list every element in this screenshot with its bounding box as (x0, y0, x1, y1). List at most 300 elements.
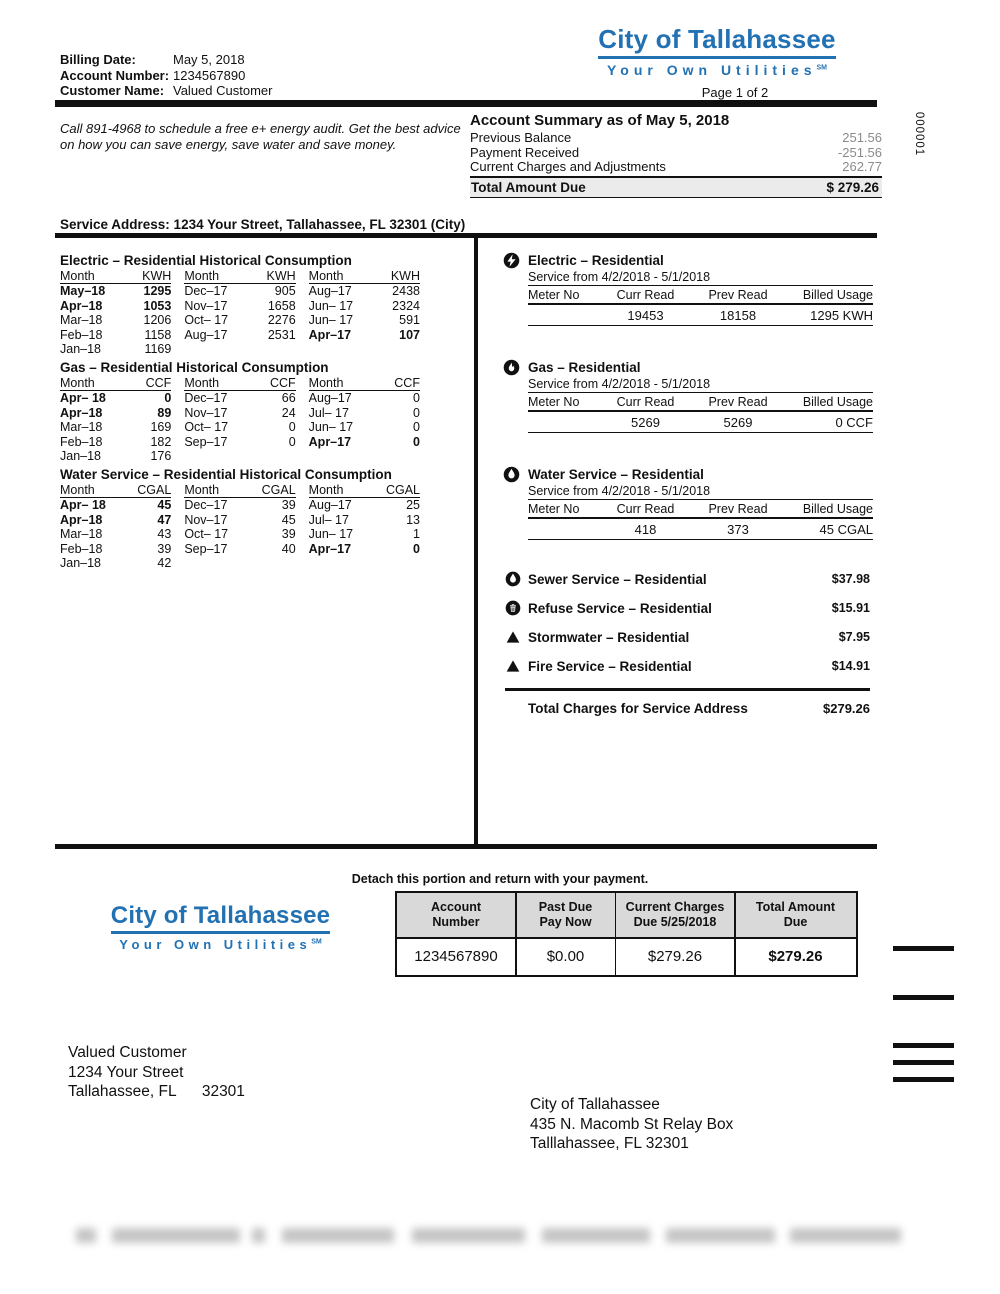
history-row (184, 513, 295, 528)
mail-mark (893, 1060, 954, 1065)
history-value: 13 (406, 512, 420, 527)
history-value: 1206 (143, 313, 172, 327)
history-value: 0 (288, 434, 296, 449)
meter-col-value: 373 (727, 522, 749, 537)
history-month: Nov–17 (184, 405, 228, 420)
meter-body (528, 270, 873, 326)
history-month: Oct– 17 (184, 313, 229, 327)
detach-logo-title: City of Tallahassee (111, 902, 330, 934)
payment-table-header: Total Amount Due (736, 893, 856, 937)
charge-line (505, 599, 870, 617)
history-row (60, 299, 171, 314)
history-month: Jun– 17 (308, 313, 354, 327)
meter-col-value: 0 CCF (835, 415, 873, 430)
history-month: Jan–18 (60, 449, 102, 463)
meter-table-headers (528, 286, 873, 305)
customer-mailing-address (68, 1043, 245, 1102)
history-row (60, 435, 171, 450)
logo-sm-mark: SM (816, 64, 828, 72)
history-value: 39 (157, 541, 172, 556)
history-month: Mar–18 (60, 313, 103, 327)
meter-col-value: 45 CGAL (819, 522, 873, 537)
meter-section-header (503, 466, 873, 483)
payment-table-header: Current Charges Due 5/25/2018 (616, 893, 734, 937)
history-unit-header: CGAL (137, 483, 172, 497)
redacted-footer-block (790, 1228, 901, 1243)
history-month-header: Month (184, 483, 220, 497)
history-row (309, 391, 420, 406)
meter-col-value: 5269 (723, 415, 753, 430)
meter-body (528, 484, 873, 540)
history-month-header: Month (60, 376, 95, 390)
history-value: 182 (150, 434, 172, 449)
redacted-footer-block (252, 1228, 265, 1243)
electric-meter-section (503, 252, 873, 326)
meter-col-value: 5269 (631, 415, 660, 430)
meter-col-value: 19453 (627, 308, 664, 323)
summary-row (470, 160, 882, 175)
history-month: Oct– 17 (184, 527, 229, 541)
mail-mark (893, 995, 954, 1000)
logo-tagline-text: Your Own Utilities (606, 62, 817, 78)
history-column (184, 269, 295, 357)
history-value: 1295 (143, 284, 172, 298)
triangle-icon (505, 658, 528, 674)
history-column (184, 376, 295, 464)
history-value: 47 (157, 512, 172, 527)
history-value: 89 (157, 405, 172, 420)
history-month: Nov–17 (184, 512, 228, 527)
history-value: 1158 (144, 327, 172, 342)
redacted-footer-block (76, 1228, 96, 1243)
meter-section-header (503, 359, 873, 376)
account-number-label: Account Number: (60, 67, 170, 83)
history-value: 45 (281, 512, 296, 527)
history-row (309, 527, 420, 542)
history-row (309, 284, 420, 299)
meter-col-header: Meter No (528, 288, 580, 302)
history-row (309, 542, 420, 557)
meter-col-header: Prev Read (708, 288, 768, 302)
payment-table-value: $0.00 (517, 939, 615, 975)
service-period: Service from 4/2/2018 - 5/1/2018 (528, 484, 873, 500)
flame-circle-icon (503, 359, 520, 376)
history-month: May–18 (60, 284, 106, 298)
history-month: Aug–17 (308, 284, 352, 298)
summary-row-label: Payment Received (470, 144, 580, 160)
history-value: 2324 (392, 298, 420, 313)
meter-table-values (528, 412, 873, 433)
summary-row-label: Current Charges and Adjustments (470, 159, 666, 174)
history-month-header: Month (308, 483, 344, 497)
history-row (309, 313, 420, 328)
history-month: Dec–17 (184, 391, 228, 405)
lightning-circle-icon (503, 252, 520, 269)
summary-row-label: Previous Balance (470, 130, 572, 145)
history-row (184, 406, 295, 421)
history-month: Apr– 18 (60, 391, 106, 405)
customer-name-value: Valued Customer (173, 83, 273, 98)
history-value: 1 (413, 527, 420, 541)
address-line: City of Tallahassee (530, 1096, 660, 1113)
history-table-title: Gas – Residential Historical Consumption (60, 360, 329, 375)
meter-col-header: Billed Usage (802, 502, 873, 516)
charge-line (505, 657, 870, 675)
payment-table-value: $279.26 (736, 939, 856, 975)
column-divider (474, 236, 478, 845)
history-row (184, 299, 295, 314)
payment-table-value: $279.26 (616, 939, 734, 975)
history-value: 39 (281, 527, 296, 541)
summary-row-value: 251.56 (842, 130, 882, 145)
charge-amount: $14.91 (831, 659, 870, 673)
history-value: 24 (281, 405, 296, 420)
meter-col-header: Curr Read (616, 395, 675, 409)
history-value: 591 (399, 313, 420, 327)
history-value: 1169 (144, 342, 172, 356)
history-month: Apr–17 (308, 327, 352, 342)
history-month: Jul– 17 (308, 405, 349, 420)
meter-body (528, 377, 873, 433)
billing-meta (60, 52, 272, 99)
account-summary-title: Account Summary as of May 5, 2018 (470, 112, 730, 129)
charge-label: Sewer Service – Residential (528, 571, 707, 587)
triangle-icon (505, 629, 528, 645)
page-indicator: Page 1 of 2 (701, 85, 769, 100)
meter-section-header (503, 252, 873, 269)
history-column-header (184, 376, 295, 391)
history-column-header (309, 376, 420, 391)
history-value: 0 (164, 391, 172, 405)
redacted-footer-block (542, 1228, 650, 1243)
meter-col-header: Meter No (528, 395, 580, 409)
history-column-header (184, 269, 295, 284)
history-row (309, 299, 420, 314)
charge-line (505, 570, 870, 588)
history-value: 25 (406, 498, 420, 512)
history-value: 66 (281, 391, 296, 405)
meter-col-value (528, 522, 598, 537)
meter-col-value: 418 (634, 522, 657, 537)
history-column (309, 269, 420, 357)
history-column-header (60, 483, 171, 498)
history-value: 0 (413, 420, 420, 434)
history-month-header: Month (184, 376, 220, 390)
history-column-header (309, 483, 420, 498)
address-line: Talllahassee, FL 32301 (530, 1135, 689, 1152)
charge-amount: $7.95 (838, 630, 870, 644)
history-month: Sep–17 (184, 434, 228, 449)
meter-table-values (528, 305, 873, 326)
redacted-footer-block (282, 1228, 394, 1243)
history-column-header (184, 483, 295, 498)
meter-table-headers (528, 393, 873, 412)
history-month: Jun– 17 (308, 527, 354, 541)
payment-table (395, 891, 858, 977)
history-row (184, 498, 295, 513)
meter-col-header: Prev Read (708, 395, 768, 409)
history-column-header (60, 376, 171, 391)
history-value: 39 (281, 498, 296, 512)
history-month: Jan–18 (60, 342, 102, 356)
history-month: Oct– 17 (184, 420, 229, 434)
history-value: 0 (413, 405, 420, 420)
history-table-title: Electric – Residential Historical Consumption (60, 253, 352, 268)
summary-row (470, 131, 882, 146)
redacted-footer-block (112, 1228, 240, 1243)
history-row (60, 342, 171, 357)
history-column (60, 483, 171, 571)
history-month: Jun– 17 (308, 420, 354, 434)
history-month: Apr–18 (60, 405, 103, 420)
mail-mark (893, 1043, 954, 1048)
summary-row-value: -251.56 (837, 144, 882, 160)
history-unit-header: CCF (269, 376, 296, 390)
water-history-table (60, 467, 420, 571)
detach-logo-sm-mark: SM (311, 938, 322, 946)
total-amount-due-row (470, 176, 882, 198)
history-row (309, 406, 420, 421)
charge-label: Stormwater – Residential (528, 629, 690, 645)
history-column-header (60, 269, 171, 284)
meter-col-value: 18158 (719, 308, 757, 323)
account-summary-rows (470, 131, 882, 175)
customer-name-row (60, 83, 272, 99)
history-value: 176 (150, 449, 172, 463)
history-row (184, 542, 295, 557)
history-row (60, 420, 171, 435)
history-month: Mar–18 (60, 420, 103, 434)
meter-table-headers (528, 500, 873, 519)
history-month-header: Month (60, 483, 95, 497)
trash-circle-icon (505, 600, 528, 616)
history-month: Jan–18 (60, 556, 102, 570)
history-row (60, 498, 171, 513)
history-value: 43 (157, 527, 172, 541)
history-table-title: Water Service – Residential Historical Consumption (60, 467, 392, 482)
meter-section-title: Water Service – Residential (528, 467, 704, 482)
total-amount-due-value: $ 279.26 (826, 179, 879, 195)
address-line: Tallahassee, FL 32301 (68, 1083, 245, 1100)
logo (592, 24, 842, 78)
history-month: Jul– 17 (308, 512, 349, 527)
history-row (309, 435, 420, 450)
charge-label: Fire Service – Residential (528, 658, 692, 674)
history-month-header: Month (308, 269, 344, 283)
history-month: Dec–17 (184, 284, 228, 298)
history-column (60, 376, 171, 464)
history-month: Apr–17 (308, 541, 352, 556)
history-month: Apr– 18 (60, 498, 106, 512)
charge-amount: $15.91 (831, 601, 870, 615)
detach-instruction: Detach this portion and return with your payment. (351, 872, 649, 886)
side-sequence-code: 000001 (913, 111, 925, 157)
history-grid (60, 376, 420, 464)
history-month-header: Month (308, 376, 344, 390)
history-row (60, 513, 171, 528)
history-row (60, 556, 171, 571)
history-month: Aug–17 (184, 327, 228, 342)
history-month: Apr–18 (60, 298, 103, 313)
history-value: 1658 (267, 298, 296, 313)
total-charges-label: Total Charges for Service Address (528, 701, 748, 716)
header-divider-bar (55, 100, 877, 107)
total-amount-due-label: Total Amount Due (471, 179, 586, 195)
charge-label: Refuse Service – Residential (528, 600, 712, 616)
meter-col-header: Prev Read (708, 502, 768, 516)
history-grid (60, 269, 420, 357)
payment-table-header: Account Number (397, 893, 515, 937)
history-month: Aug–17 (308, 391, 352, 405)
address-line: Valued Customer (68, 1044, 187, 1061)
gas-history-table (60, 360, 420, 464)
redacted-footer-block (412, 1228, 525, 1243)
history-unit-header: KWH (142, 269, 172, 283)
history-unit-header: KWH (266, 269, 296, 283)
history-value: 0 (288, 420, 296, 434)
billing-date-value: May 5, 2018 (173, 52, 245, 67)
total-charges-row (505, 688, 870, 716)
history-row (309, 420, 420, 435)
detach-logo-tagline (98, 937, 343, 952)
account-number-value: 1234567890 (173, 67, 246, 83)
history-value: 107 (399, 327, 420, 342)
history-column (309, 376, 420, 464)
history-row (60, 449, 171, 464)
history-value: 2276 (267, 313, 296, 327)
history-unit-header: CCF (394, 376, 420, 390)
history-month: Jun– 17 (308, 298, 354, 313)
history-value: 45 (157, 498, 172, 512)
history-row (60, 284, 171, 299)
history-month-header: Month (60, 269, 95, 283)
history-month: Nov–17 (184, 298, 228, 313)
history-month: Mar–18 (60, 527, 103, 541)
payment-table-value: 1234567890 (397, 939, 515, 975)
history-row (60, 542, 171, 557)
meter-col-value (528, 308, 598, 323)
detach-divider-bar (55, 844, 877, 849)
history-value: 42 (157, 556, 172, 570)
meter-section-title: Electric – Residential (528, 253, 664, 268)
history-row (60, 527, 171, 542)
history-value: 1053 (143, 298, 172, 313)
detach-logo (98, 902, 343, 952)
history-grid (60, 483, 420, 571)
logo-tagline (592, 62, 842, 78)
history-row (60, 391, 171, 406)
history-month-header: Month (184, 269, 220, 283)
water-drop-circle-icon (503, 466, 520, 483)
history-row (60, 328, 171, 343)
charge-line (505, 628, 870, 646)
history-column-header (309, 269, 420, 284)
history-row (309, 513, 420, 528)
meter-col-value (528, 415, 598, 430)
history-row (184, 391, 295, 406)
electric-history-table (60, 253, 420, 357)
meter-col-header: Meter No (528, 502, 580, 516)
customer-name-label: Customer Name: (60, 83, 165, 98)
history-month: Apr–17 (308, 434, 352, 449)
meter-col-value: 1295 KWH (810, 308, 873, 323)
payment-table-header: Past Due Pay Now (517, 893, 615, 937)
billing-date-row (60, 52, 272, 68)
meter-col-header: Billed Usage (802, 395, 873, 409)
history-row (184, 328, 295, 343)
mail-mark (893, 946, 954, 951)
history-row (60, 406, 171, 421)
water-meter-section (503, 466, 873, 540)
history-value: 169 (150, 420, 172, 434)
energy-audit-note: Call 891-4968 to schedule a free e+ energy audit. Get the best advice on how you can save energy, save water and save money. (60, 121, 461, 152)
history-month: Dec–17 (184, 498, 228, 512)
meter-section-title: Gas – Residential (528, 360, 641, 375)
history-month: Feb–18 (60, 434, 103, 449)
history-value: 0 (413, 434, 420, 449)
meter-col-header: Curr Read (616, 502, 675, 516)
water-drop-circle-icon (505, 571, 528, 587)
service-period: Service from 4/2/2018 - 5/1/2018 (528, 270, 873, 286)
history-row (184, 284, 295, 299)
history-column (309, 483, 420, 571)
history-unit-header: KWH (390, 269, 420, 283)
history-month: Feb–18 (60, 541, 103, 556)
total-charges-amount: $279.26 (823, 701, 870, 716)
meter-col-header: Curr Read (616, 288, 675, 302)
remit-address (530, 1095, 733, 1154)
account-number-row (60, 68, 272, 84)
redacted-footer-block (666, 1228, 775, 1243)
history-value: 905 (274, 284, 296, 298)
service-address: Service Address: 1234 Your Street, Tallahassee, FL 32301 (City) (60, 217, 466, 232)
history-column (60, 269, 171, 357)
history-row (60, 313, 171, 328)
address-line: 435 N. Macomb St Relay Box (530, 1115, 734, 1133)
history-month: Aug–17 (308, 498, 352, 512)
detach-logo-tagline-text: Your Own Utilities (119, 937, 312, 952)
billing-date-label: Billing Date: (60, 52, 136, 67)
summary-row-value: 262.77 (842, 159, 882, 174)
history-row (309, 498, 420, 513)
service-period: Service from 4/2/2018 - 5/1/2018 (528, 377, 873, 393)
history-column (184, 483, 295, 571)
history-month: Apr–18 (60, 512, 103, 527)
gas-meter-section (503, 359, 873, 433)
history-row (309, 328, 420, 343)
history-month: Sep–17 (184, 541, 228, 556)
history-row (184, 313, 295, 328)
history-row (184, 435, 295, 450)
history-value: 2438 (392, 284, 420, 298)
logo-title: City of Tallahassee (598, 24, 835, 59)
mail-mark (893, 1077, 954, 1082)
history-value: 2531 (267, 327, 296, 342)
history-unit-header: CGAL (261, 483, 296, 497)
history-value: 40 (281, 541, 296, 556)
history-row (184, 420, 295, 435)
service-address-divider-bar (55, 233, 877, 238)
history-unit-header: CCF (145, 376, 172, 390)
account-summary (470, 112, 882, 198)
charge-lines (505, 570, 870, 686)
meter-col-header: Billed Usage (802, 288, 873, 302)
address-line: 1234 Your Street (68, 1063, 184, 1081)
history-row (184, 527, 295, 542)
history-value: 0 (413, 391, 420, 405)
history-unit-header: CGAL (385, 483, 420, 497)
summary-row (470, 146, 882, 161)
